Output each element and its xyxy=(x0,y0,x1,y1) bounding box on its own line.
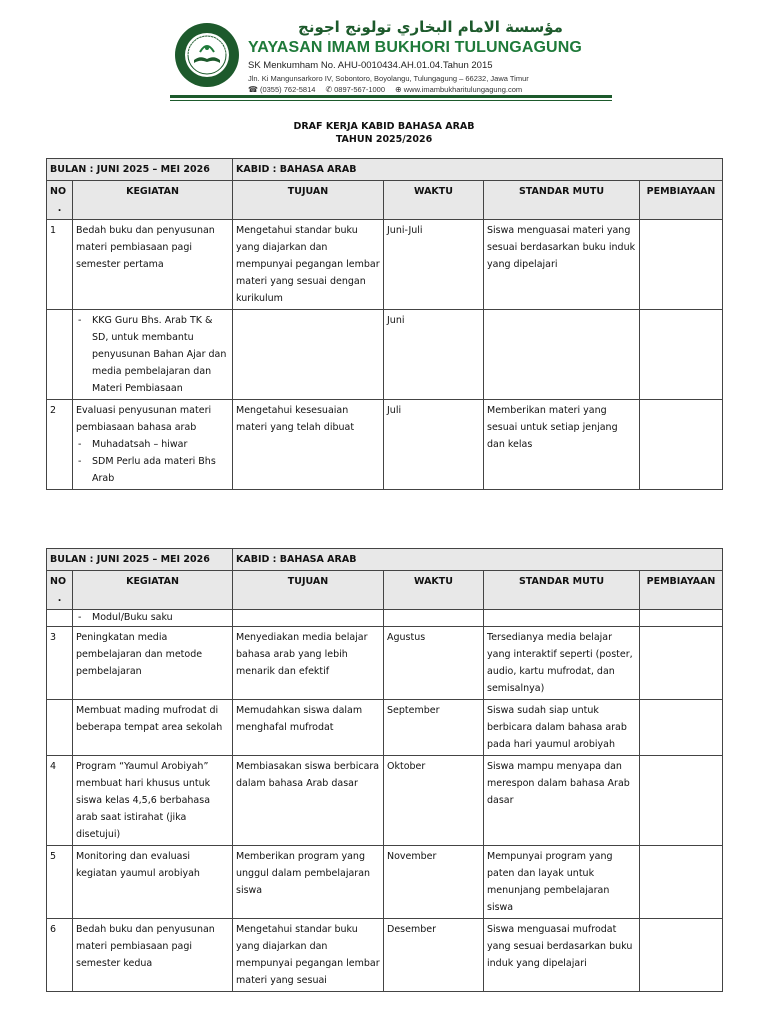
row-waktu: Juli xyxy=(384,400,484,490)
row-standar xyxy=(484,310,640,400)
col-standar-header: STANDAR MUTU xyxy=(484,571,640,610)
letterhead-rule-thin xyxy=(170,100,612,101)
period-header: BULAN : JUNI 2025 – MEI 2026 xyxy=(47,549,233,571)
website-item xyxy=(395,85,522,94)
row-pembiayaan xyxy=(640,400,723,490)
col-tujuan-header: TUJUAN xyxy=(233,181,384,220)
row-tujuan: Memudahkan siswa dalam menghafal mufrodat xyxy=(233,700,384,756)
row-tujuan: Mengetahui standar buku yang diajarkan dan mempunyai pegangan lembar materi yang sesuai dengan kurikulum xyxy=(233,220,384,310)
col-no-dot: . xyxy=(57,203,62,214)
table-row xyxy=(47,756,723,846)
whatsapp-number: 0897-567-1000 xyxy=(334,85,386,94)
row-kegiatan: Bedah buku dan penyusunan materi pembiasaan pagi semester pertama xyxy=(73,220,233,310)
row-pembiayaan xyxy=(640,610,723,627)
row-standar: Siswa sudah siap untuk berbicara dalam bahasa arab pada hari yaumul arobiyah xyxy=(484,700,640,756)
row-pembiayaan xyxy=(640,220,723,310)
row-waktu: Juni xyxy=(384,310,484,400)
row-tujuan: Menyediakan media belajar bahasa arab yang lebih menarik dan efektif xyxy=(233,627,384,700)
whatsapp-item xyxy=(325,85,385,94)
row-tujuan: Membiasakan siswa berbicara dalam bahasa Arab dasar xyxy=(233,756,384,846)
col-kegiatan-header: KEGIATAN xyxy=(73,181,233,220)
row-no xyxy=(47,310,73,400)
website-link[interactable]: www.imambukharitulungagung.com xyxy=(403,85,523,94)
kegiatan-bullet: - Modul/Buku saku xyxy=(76,612,229,624)
row-standar: Siswa menguasai materi yang sesuai berdasarkan buku induk yang dipelajari xyxy=(484,220,640,310)
row-kegiatan: Peningkatan media pembelajaran dan metode pembelajaran xyxy=(73,627,233,700)
col-no-label: NO xyxy=(50,576,67,587)
document-year: TAHUN 2025/2026 xyxy=(335,134,433,145)
row-kegiatan xyxy=(73,400,233,490)
row-tujuan xyxy=(233,610,384,627)
arabic-foundation-name: مؤسسة الامام البخاري تولونج اجونج xyxy=(298,18,563,36)
row-pembiayaan xyxy=(640,846,723,919)
row-tujuan xyxy=(233,310,384,400)
kegiatan-bullet: - SDM Perlu ada materi Bhs Arab xyxy=(76,453,229,487)
row-pembiayaan xyxy=(640,756,723,846)
col-waktu-header: WAKTU xyxy=(384,571,484,610)
row-kegiatan: Monitoring dan evaluasi kegiatan yaumul arobiyah xyxy=(73,846,233,919)
contact-line xyxy=(248,85,613,94)
row-pembiayaan xyxy=(640,310,723,400)
letterhead xyxy=(170,18,615,104)
row-waktu: Oktober xyxy=(384,756,484,846)
row-waktu: Desember xyxy=(384,919,484,992)
foundation-name: YAYASAN IMAM BUKHORI TULUNGAGUNG xyxy=(248,39,582,56)
row-no xyxy=(47,700,73,756)
row-no: 5 xyxy=(47,846,73,919)
table-row xyxy=(47,846,723,919)
row-standar xyxy=(484,610,640,627)
row-pembiayaan xyxy=(640,919,723,992)
table-row xyxy=(47,919,723,992)
col-waktu-header: WAKTU xyxy=(384,181,484,220)
table-row xyxy=(47,310,723,400)
col-tujuan-header: TUJUAN xyxy=(233,571,384,610)
row-tujuan: Memberikan program yang unggul dalam pembelajaran siswa xyxy=(233,846,384,919)
row-kegiatan xyxy=(73,610,233,627)
row-kegiatan: Program “Yaumul Arobiyah” membuat hari khusus untuk siswa kelas 4,5,6 berbahasa arab saat istirahat (jika disetujui) xyxy=(73,756,233,846)
row-tujuan: Mengetahui kesesuaian materi yang telah dibuat xyxy=(233,400,384,490)
kegiatan-bullet: - KKG Guru Bhs. Arab TK & SD, untuk membantu penyusunan Bahan Ajar dan media pembelajaran dan Materi Pembiasaan xyxy=(76,312,229,397)
row-waktu xyxy=(384,610,484,627)
col-pembiayaan-header: PEMBIAYAAN xyxy=(640,181,723,220)
globe-icon: ⊕ xyxy=(395,85,402,94)
table-row xyxy=(47,700,723,756)
row-no: 6 xyxy=(47,919,73,992)
row-standar: Tersedianya media belajar yang interaktif seperti (poster, audio, kartu mufrodat, dan semisalnya) xyxy=(484,627,640,700)
row-no: 3 xyxy=(47,627,73,700)
row-no: 4 xyxy=(47,756,73,846)
col-no-label: NO xyxy=(50,186,67,197)
kegiatan-bullet: - Muhadatsah – hiwar xyxy=(76,436,229,453)
table-row xyxy=(47,400,723,490)
col-no-header xyxy=(47,181,73,220)
col-no-dot: . xyxy=(57,593,62,604)
col-standar-header: STANDAR MUTU xyxy=(484,181,640,220)
whatsapp-icon: ✆ xyxy=(325,85,333,94)
work-plan-table-2 xyxy=(46,548,723,992)
row-standar: Siswa mampu menyapa dan merespon dalam bahasa Arab dasar xyxy=(484,756,640,846)
row-standar: Memberikan materi yang sesuai untuk setiap jenjang dan kelas xyxy=(484,400,640,490)
col-pembiayaan-header: PEMBIAYAAN xyxy=(640,571,723,610)
period-header: BULAN : JUNI 2025 – MEI 2026 xyxy=(47,159,233,181)
col-kegiatan-header: KEGIATAN xyxy=(73,571,233,610)
row-waktu: Juni-Juli xyxy=(384,220,484,310)
row-waktu: September xyxy=(384,700,484,756)
row-standar: Mempunyai program yang paten dan layak untuk menunjang pembelajaran siswa xyxy=(484,846,640,919)
row-kegiatan xyxy=(73,310,233,400)
row-waktu: Agustus xyxy=(384,627,484,700)
row-no: 2 xyxy=(47,400,73,490)
letterhead-rule-thick xyxy=(170,95,612,98)
document-title: DRAF KERJA KABID BAHASA ARAB xyxy=(293,121,475,132)
table-row xyxy=(47,610,723,627)
row-kegiatan: Bedah buku dan penyusunan materi pembiasaan pagi semester kedua xyxy=(73,919,233,992)
kabid-header: KABID : BAHASA ARAB xyxy=(233,159,723,181)
row-waktu: November xyxy=(384,846,484,919)
row-pembiayaan xyxy=(640,627,723,700)
row-no: 1 xyxy=(47,220,73,310)
kegiatan-text: Evaluasi penyusunan materi pembiasaan bahasa arab xyxy=(76,405,212,433)
phone-item xyxy=(248,85,315,94)
foundation-logo-icon xyxy=(174,22,240,88)
phone-icon: ☎ xyxy=(248,85,258,94)
phone-number: (0355) 762-5814 xyxy=(259,85,316,94)
work-plan-table-1 xyxy=(46,158,723,490)
row-no xyxy=(47,610,73,627)
registration-number: SK Menkumham No. AHU-0010434.AH.01.04.Tahun 2015 xyxy=(248,60,493,71)
address: Jln. Ki Mangunsarkoro IV, Sobontoro, Boyolangu, Tulungagung – 66232, Jawa Timur xyxy=(248,74,529,83)
row-pembiayaan xyxy=(640,700,723,756)
kabid-header: KABID : BAHASA ARAB xyxy=(233,549,723,571)
col-no-header xyxy=(47,571,73,610)
table-row xyxy=(47,627,723,700)
table-row xyxy=(47,220,723,310)
row-kegiatan: Membuat mading mufrodat di beberapa tempat area sekolah xyxy=(73,700,233,756)
row-tujuan: Mengetahui standar buku yang diajarkan dan mempunyai pegangan lembar materi yang sesuai xyxy=(233,919,384,992)
row-standar: Siswa menguasai mufrodat yang sesuai berdasarkan buku induk yang dipelajari xyxy=(484,919,640,992)
